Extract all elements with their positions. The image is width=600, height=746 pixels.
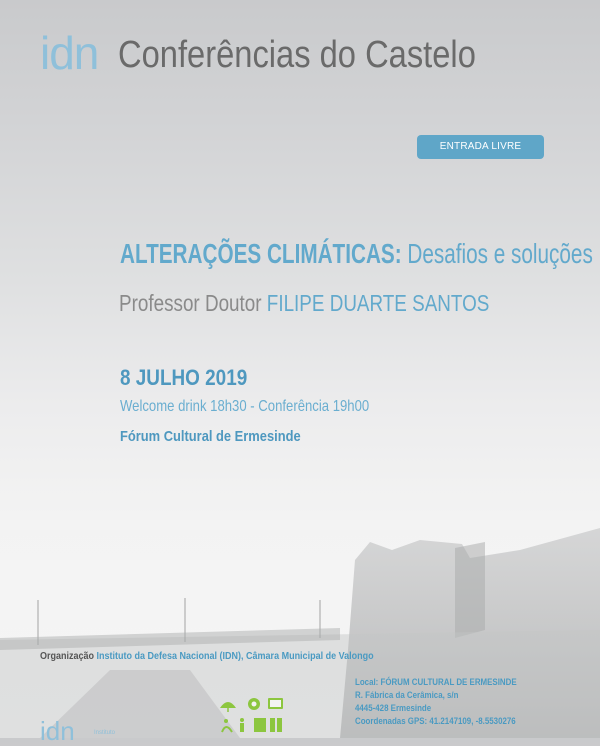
screen-icon (268, 698, 283, 709)
event-venue: Fórum Cultural de Ermesinde (120, 428, 301, 445)
idn-logo: idn (40, 27, 99, 79)
location-line: Local: FÓRUM CULTURAL DE ERMESINDE (355, 677, 517, 687)
location-line: Coordenadas GPS: 41.2147109, -8.5530276 (355, 716, 516, 726)
location-line: 4445-428 Ermesinde (355, 703, 432, 713)
series-title: Conferências do Castelo (118, 34, 476, 76)
parking-icon (254, 718, 266, 732)
event-title (120, 240, 593, 268)
person-icon (240, 718, 244, 732)
location-block (355, 676, 517, 728)
speaker-prefix: Professor Doutor (119, 290, 262, 316)
organization-label: Organização (40, 651, 95, 662)
umbrella-icon (220, 702, 236, 712)
event-schedule: Welcome drink 18h30 - Conferência 19h00 (120, 398, 370, 415)
free-entry-badge: ENTRADA LIVRE (417, 135, 544, 159)
idn-footer-logo-subtitle: Instituto (94, 730, 116, 736)
venue-icons (218, 696, 288, 738)
gear-icon (248, 698, 260, 710)
organization-line (40, 651, 374, 663)
idn-footer-logo: idn (40, 716, 75, 746)
event-title-main: ALTERAÇÕES CLIMÁTICAS: (120, 238, 402, 269)
accessibility-icon (222, 719, 232, 732)
event-date: 8 JULHO 2019 (120, 365, 248, 390)
event-title-subtitle: Desafios e soluções (401, 238, 593, 269)
restroom-icon (270, 718, 282, 732)
speaker-name: FILIPE DUARTE SANTOS (261, 290, 490, 316)
speaker (119, 292, 489, 315)
organization-value: Instituto da Defesa Nacional (IDN), Câmara Municipal de Valongo (94, 651, 374, 662)
location-line: R. Fábrica da Cerâmica, s/n (355, 690, 459, 700)
